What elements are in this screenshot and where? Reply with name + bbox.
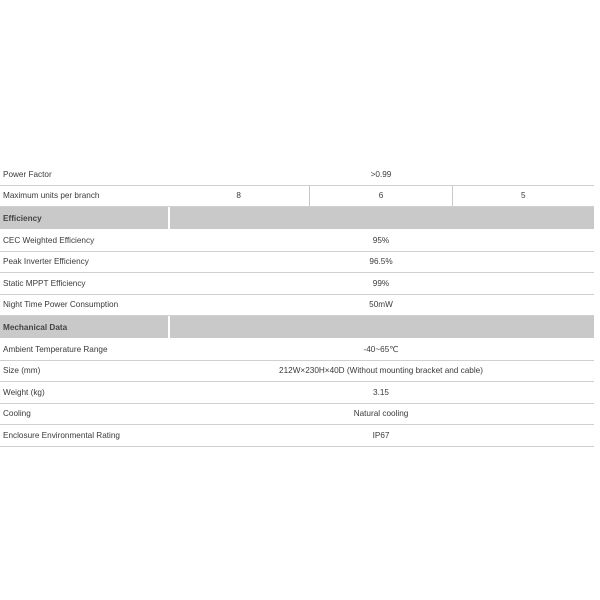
spec-row-mppt (0, 273, 594, 295)
spec-value: 50mW (369, 300, 393, 310)
spec-label: CEC Weighted Efficiency (3, 235, 95, 245)
spec-label: Static MPPT Efficiency (3, 278, 86, 288)
section-title: Mechanical Data (3, 322, 68, 332)
section-header-efficiency (0, 207, 594, 230)
spec-row-ambient (0, 339, 594, 361)
spec-value: Natural cooling (353, 409, 409, 419)
spec-label: Enclosure Environmental Rating (3, 430, 120, 440)
spec-label: Size (mm) (3, 366, 41, 376)
spec-value: 3.15 (373, 387, 389, 397)
section-filler (168, 207, 594, 229)
section-filler (168, 316, 594, 338)
spec-row-power-factor (0, 164, 594, 186)
spec-label: Weight (kg) (3, 387, 45, 397)
spec-row-night (0, 295, 594, 317)
spec-label: Ambient Temperature Range (3, 344, 108, 354)
spec-row-weight (0, 382, 594, 404)
spec-row-max-units (0, 186, 594, 208)
spec-row-size (0, 361, 594, 383)
spec-value: 99% (372, 278, 390, 288)
spec-value: 212W×230H×40D (Without mounting bracket and cable) (279, 366, 483, 376)
spec-row-enclosure (0, 425, 594, 447)
spec-row-peak (0, 252, 594, 274)
spec-label: Maximum units per branch (3, 191, 100, 201)
spec-table (0, 164, 594, 447)
spec-value: -40~65℃ (363, 345, 399, 355)
spec-value: >0.99 (370, 169, 392, 179)
section-header-mechanical (0, 316, 594, 339)
spec-row-cooling (0, 404, 594, 426)
spec-value: 95% (372, 235, 390, 245)
spec-label: Night Time Power Consumption (3, 300, 119, 310)
spec-label: Power Factor (3, 169, 52, 179)
spec-value: 96.5% (369, 257, 393, 267)
spec-value-split (168, 186, 594, 207)
spec-value-cell: 8 (236, 191, 241, 201)
spec-value-cell: 6 (309, 186, 451, 207)
spec-value-cell: 5 (452, 186, 594, 207)
section-title: Efficiency (3, 213, 42, 223)
spec-label: Cooling (3, 409, 31, 419)
spec-value: IP67 (372, 430, 390, 440)
spec-row-cec (0, 230, 594, 252)
spec-label: Peak Inverter Efficiency (3, 257, 89, 267)
